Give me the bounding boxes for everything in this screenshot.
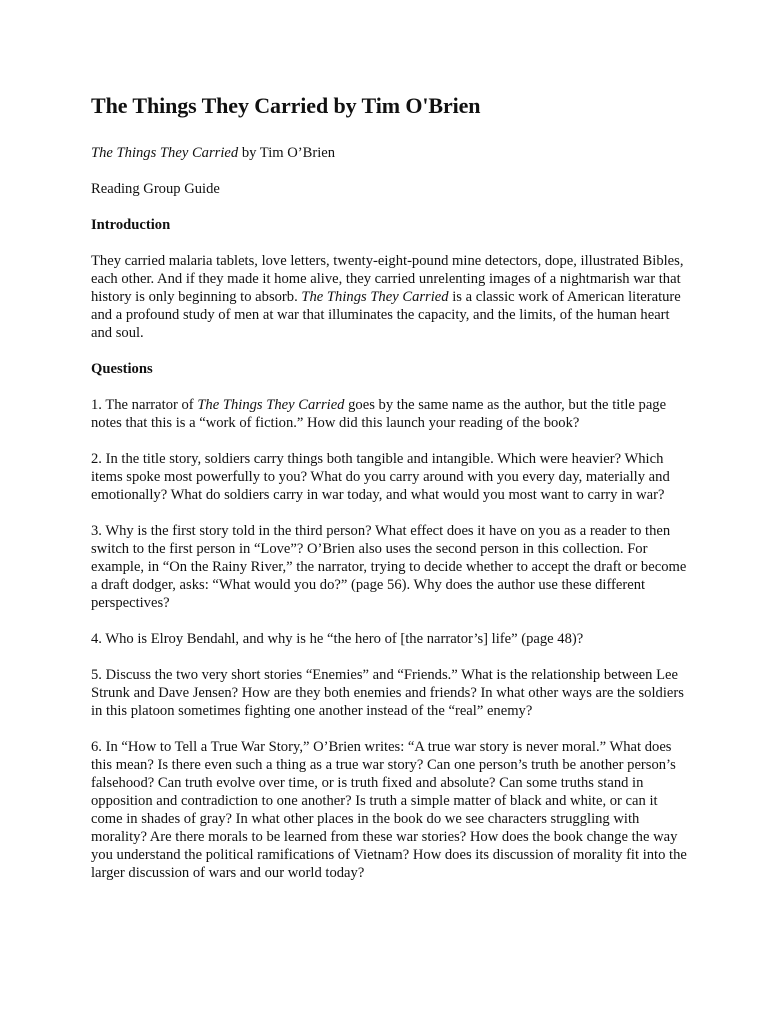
q1-book-title: The Things They Carried bbox=[197, 397, 345, 413]
question-4: 4. Who is Elroy Bendahl, and why is he “the hero of [the narrator’s] life” (page 48)? bbox=[91, 631, 584, 647]
question-3: 3. Why is the first story told in the third person? What effect does it have on you as a reader to then switch to the first person in “Love”? O’Brien also uses the second person in this collection. For example, in “On the Rainy River,” the narrator, trying to decide whether to accept the draft or become a draft dodger, asks: “What would you do?” (page 56). Why does the author use these different perspectives? bbox=[91, 523, 687, 611]
intro-text-after: is a classic work of American literature and a profound study of men at war that illuminates the capacity, and the limits, of the human heart and soul. bbox=[91, 289, 681, 341]
intro-book-title: The Things They Carried bbox=[301, 289, 449, 305]
question-2: 2. In the title story, soldiers carry things both tangible and intangible. Which were heavier? Which items spoke most powerfully to you? What do you carry around with you every day, materially and emotionally? What do soldiers carry in war today, and what would you most want to carry in war? bbox=[91, 451, 670, 503]
question-5: 5. Discuss the two very short stories “Enemies” and “Friends.” What is the relationship between Lee Strunk and Dave Jensen? How are they both enemies and friends? In what other ways are the soldiers in this platoon sometimes fighting one another instead of the “real” enemy? bbox=[91, 667, 684, 719]
introduction-paragraph bbox=[91, 252, 691, 342]
document-page bbox=[91, 92, 691, 882]
book-subtitle bbox=[91, 144, 691, 162]
question-6: 6. In “How to Tell a True War Story,” O’Brien writes: “A true war story is never moral.” What does this mean? Is there even such a thing as a true war story? Can one person’s truth be another person’s falsehood? Can truth evolve over time, or is truth fixed and absolute? Can some truths stand in opposition and contradiction to one another? Is truth a simple matter of black and white, or can it come in shades of gray? In what other places in the book do we see characters struggling with morality? Are there morals to be learned from these war stories? How does the book change the way you understand the political ramifications of Vietnam? How does its discussion of morality fit into the larger discussion of wars and our world today? bbox=[91, 739, 687, 881]
document-title: The Things They Carried by Tim O'Brien bbox=[91, 93, 481, 118]
guide-label: Reading Group Guide bbox=[91, 181, 220, 197]
book-title-italic: The Things They Carried bbox=[91, 145, 239, 161]
introduction-heading: Introduction bbox=[91, 217, 171, 233]
q1-after: goes by the same name as the author, but the title page notes that this is a “work of fiction.” How did this launch your reading of the book? bbox=[91, 397, 667, 431]
byline: by Tim O’Brien bbox=[238, 145, 336, 161]
question-1 bbox=[91, 396, 691, 432]
q1-before: 1. The narrator of bbox=[91, 397, 198, 413]
intro-text-before: They carried malaria tablets, love letters, twenty-eight-pound mine detectors, dope, illustrated Bibles, each other. And if they made it home alive, they carried unrelenting images of a nightmarish war that history is only beginning to absorb. bbox=[91, 253, 684, 305]
questions-heading: Questions bbox=[91, 361, 153, 377]
